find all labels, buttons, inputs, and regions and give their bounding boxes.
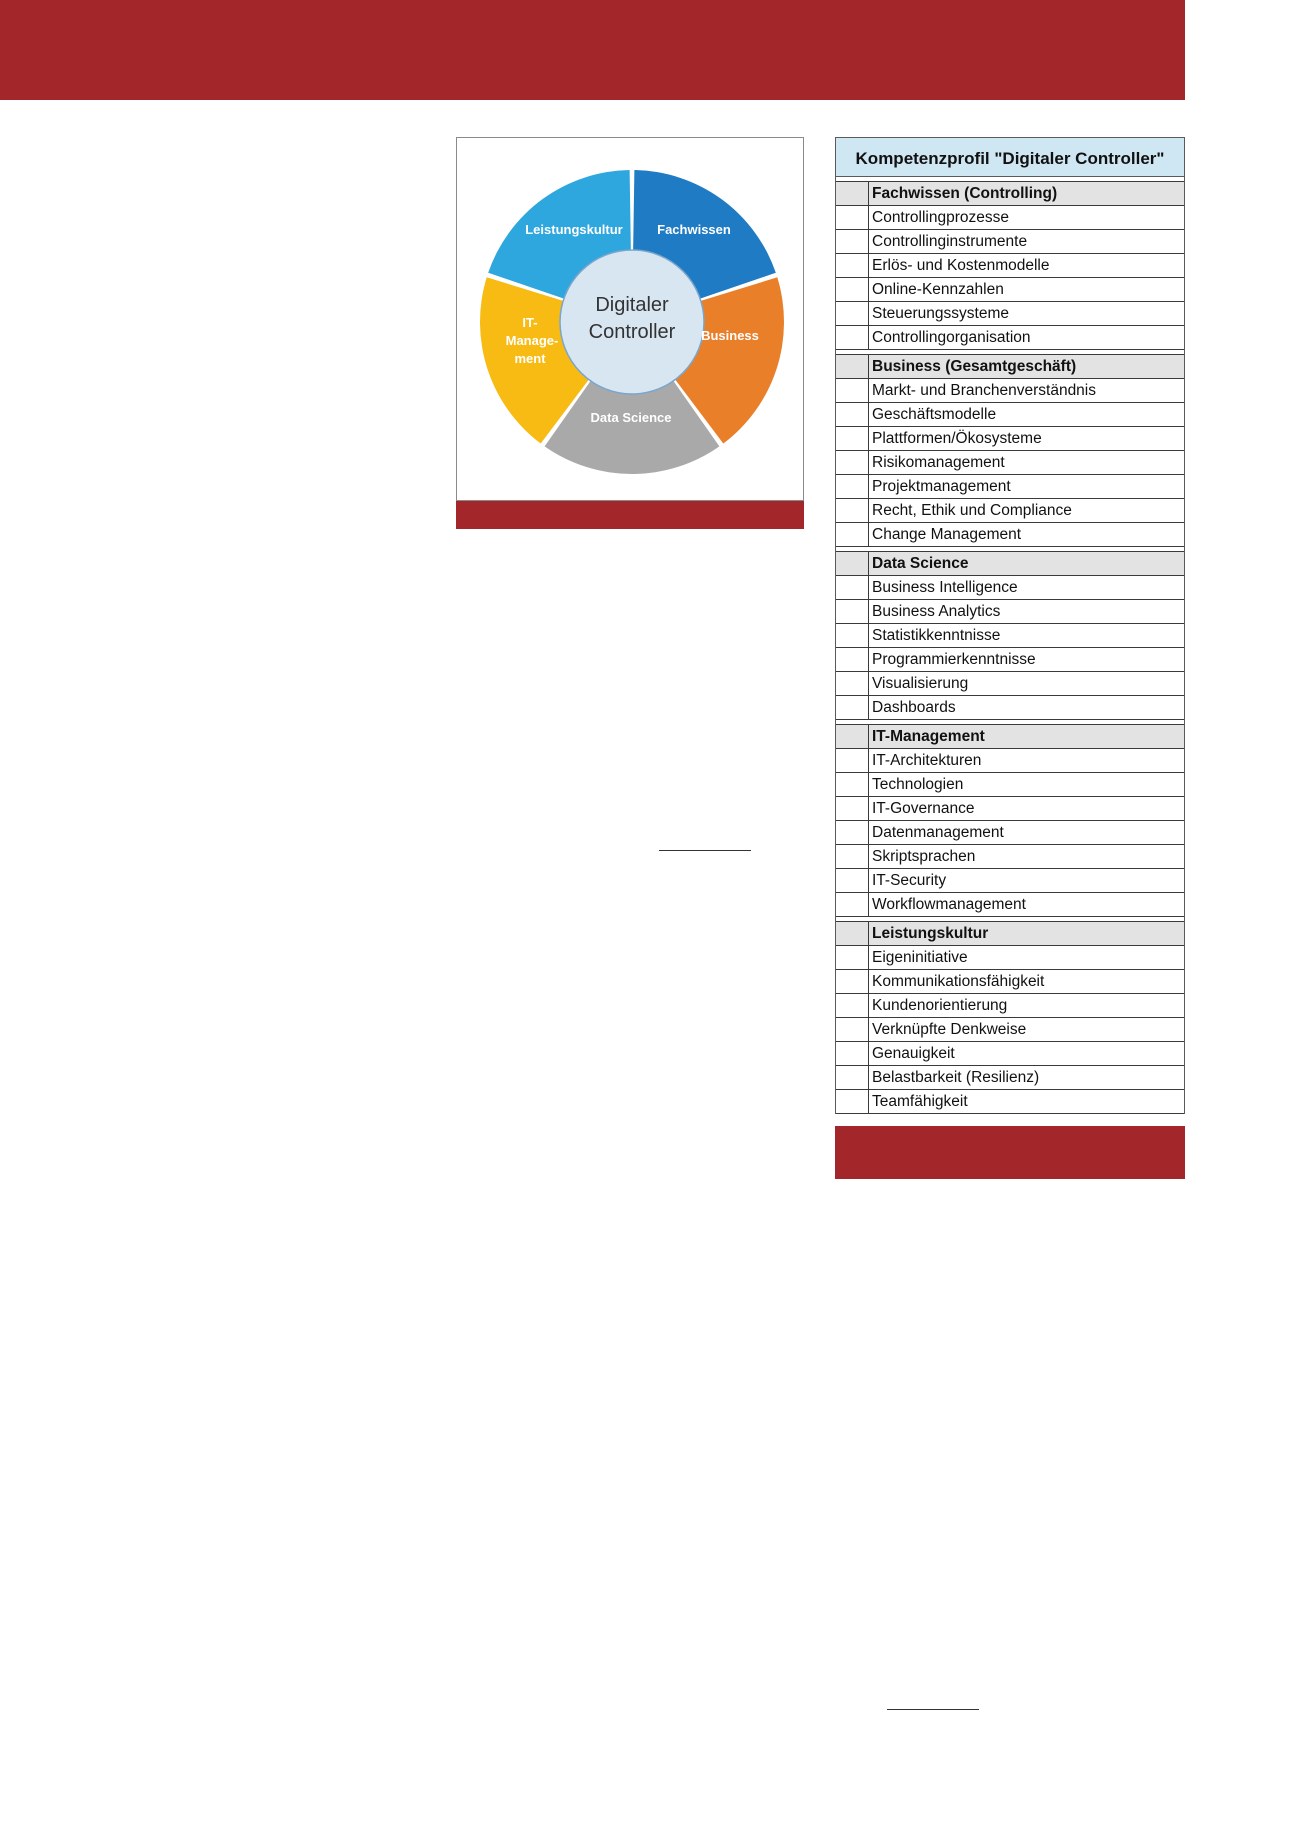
row-marker-cell bbox=[836, 499, 869, 522]
competency-label: Visualisierung bbox=[872, 675, 969, 692]
row-marker-cell bbox=[836, 970, 869, 993]
row-marker-cell bbox=[836, 672, 869, 695]
row-marker-cell bbox=[836, 1042, 869, 1065]
footnote-rule bbox=[887, 1709, 979, 1710]
row-marker-cell bbox=[836, 254, 869, 277]
competency-profile-table bbox=[835, 137, 1185, 1114]
competency-label: Change Management bbox=[872, 526, 1022, 543]
row-marker-cell bbox=[836, 797, 869, 820]
competency-label: IT-Architekturen bbox=[872, 752, 982, 769]
row-marker-cell bbox=[836, 379, 869, 402]
competency-row bbox=[836, 970, 1184, 994]
row-marker-cell bbox=[836, 403, 869, 426]
wheel-center-label-line1: Digitaler bbox=[595, 294, 669, 316]
competency-row bbox=[836, 773, 1184, 797]
competency-row bbox=[836, 696, 1184, 720]
row-marker-cell bbox=[836, 1066, 869, 1089]
group-header-label: Fachwissen (Controlling) bbox=[872, 185, 1058, 202]
competency-row bbox=[836, 648, 1184, 672]
competency-row bbox=[836, 869, 1184, 893]
competency-row bbox=[836, 427, 1184, 451]
row-marker-cell bbox=[836, 773, 869, 796]
group-header-row bbox=[836, 182, 1184, 206]
competency-row bbox=[836, 946, 1184, 970]
competency-label: IT-Governance bbox=[872, 800, 975, 817]
profile-table-title: Kompetenzprofil "Digitaler Controller" bbox=[836, 137, 1184, 177]
competency-label: Skriptsprachen bbox=[872, 848, 976, 865]
row-marker-cell bbox=[836, 278, 869, 301]
wheel-label-fachwissen: Fachwissen bbox=[657, 222, 731, 237]
row-marker-cell bbox=[836, 427, 869, 450]
competency-row bbox=[836, 475, 1184, 499]
row-marker-cell bbox=[836, 869, 869, 892]
competency-row bbox=[836, 845, 1184, 869]
competency-label: Kommunikationsfähigkeit bbox=[872, 973, 1045, 990]
wheel-label-it-line2: Manage- bbox=[505, 333, 559, 348]
competency-row bbox=[836, 302, 1184, 326]
competency-row bbox=[836, 994, 1184, 1018]
row-marker-cell bbox=[836, 451, 869, 474]
figure-footer-band bbox=[456, 501, 804, 529]
competency-label: Business Intelligence bbox=[872, 579, 1018, 596]
row-marker-cell bbox=[836, 182, 869, 205]
competency-label: Programmierkenntnisse bbox=[872, 651, 1036, 668]
competency-row bbox=[836, 624, 1184, 648]
competency-label: Statistikkenntnisse bbox=[872, 627, 1001, 644]
row-marker-cell bbox=[836, 749, 869, 772]
competency-row bbox=[836, 1018, 1184, 1042]
wheel-label-it-line1: IT- bbox=[522, 315, 538, 330]
footnote-rule bbox=[659, 850, 751, 851]
row-marker-cell bbox=[836, 893, 869, 916]
competency-label: Online-Kennzahlen bbox=[872, 281, 1004, 298]
competency-label: Eigeninitiative bbox=[872, 949, 968, 966]
wheel-label-leistungskultur: Leistungskultur bbox=[525, 222, 623, 237]
group-header-row bbox=[836, 725, 1184, 749]
competency-row bbox=[836, 1042, 1184, 1066]
group-header-label: Leistungskultur bbox=[872, 925, 989, 942]
row-marker-cell bbox=[836, 1018, 869, 1041]
competency-label: Controllinginstrumente bbox=[872, 233, 1028, 250]
competency-row bbox=[836, 749, 1184, 773]
competency-label: Geschäftsmodelle bbox=[872, 406, 997, 423]
competency-label: Risikomanagement bbox=[872, 454, 1005, 471]
competency-row bbox=[836, 893, 1184, 917]
competency-row bbox=[836, 379, 1184, 403]
competency-label: Projektmanagement bbox=[872, 478, 1011, 495]
competency-label: IT-Security bbox=[872, 872, 947, 889]
competency-row bbox=[836, 254, 1184, 278]
row-marker-cell bbox=[836, 326, 869, 349]
competency-row bbox=[836, 206, 1184, 230]
row-marker-cell bbox=[836, 230, 869, 253]
competency-label: Dashboards bbox=[872, 699, 956, 716]
competency-row bbox=[836, 672, 1184, 696]
table-footer-band bbox=[835, 1126, 1185, 1179]
row-marker-cell bbox=[836, 922, 869, 945]
row-marker-cell bbox=[836, 1090, 869, 1113]
competency-label: Teamfähigkeit bbox=[872, 1093, 968, 1110]
row-marker-cell bbox=[836, 600, 869, 623]
row-marker-cell bbox=[836, 648, 869, 671]
row-marker-cell bbox=[836, 624, 869, 647]
competency-wheel bbox=[457, 138, 803, 500]
row-marker-cell bbox=[836, 302, 869, 325]
wheel-label-it-line3: ment bbox=[514, 351, 546, 366]
competency-row bbox=[836, 821, 1184, 845]
row-marker-cell bbox=[836, 696, 869, 719]
wheel-center-label-line2: Controller bbox=[588, 321, 676, 343]
header-band bbox=[0, 0, 1185, 100]
competency-row bbox=[836, 576, 1184, 600]
competency-row bbox=[836, 600, 1184, 624]
row-marker-cell bbox=[836, 946, 869, 969]
row-marker-cell bbox=[836, 523, 869, 546]
competency-label: Verknüpfte Denkweise bbox=[872, 1021, 1027, 1038]
group-header-label: Business (Gesamtgeschäft) bbox=[872, 358, 1077, 375]
wheel-label-business: Business bbox=[701, 328, 759, 343]
competency-row bbox=[836, 499, 1184, 523]
competency-label: Technologien bbox=[872, 776, 964, 793]
row-marker-cell bbox=[836, 206, 869, 229]
row-marker-cell bbox=[836, 821, 869, 844]
competency-row bbox=[836, 230, 1184, 254]
row-marker-cell bbox=[836, 576, 869, 599]
row-marker-cell bbox=[836, 552, 869, 575]
competency-label: Controllingprozesse bbox=[872, 209, 1009, 226]
competency-wheel-figure bbox=[456, 137, 804, 501]
competency-row bbox=[836, 1066, 1184, 1090]
competency-label: Datenmanagement bbox=[872, 824, 1004, 841]
profile-groups bbox=[836, 177, 1184, 1114]
competency-row bbox=[836, 451, 1184, 475]
competency-row bbox=[836, 523, 1184, 547]
competency-label: Genauigkeit bbox=[872, 1045, 955, 1062]
competency-row bbox=[836, 403, 1184, 427]
competency-label: Controllingorganisation bbox=[872, 329, 1031, 346]
competency-label: Belastbarkeit (Resilienz) bbox=[872, 1069, 1040, 1086]
group-header-label: Data Science bbox=[872, 555, 969, 572]
wheel-label-data-science: Data Science bbox=[590, 410, 672, 425]
row-marker-cell bbox=[836, 845, 869, 868]
competency-label: Markt- und Branchenverständnis bbox=[872, 382, 1097, 399]
group-header-row bbox=[836, 552, 1184, 576]
competency-label: Workflowmanagement bbox=[872, 896, 1026, 913]
row-marker-cell bbox=[836, 475, 869, 498]
competency-label: Steuerungssysteme bbox=[872, 305, 1009, 322]
competency-row bbox=[836, 278, 1184, 302]
row-marker-cell bbox=[836, 994, 869, 1017]
competency-row bbox=[836, 797, 1184, 821]
row-marker-cell bbox=[836, 355, 869, 378]
group-header-row bbox=[836, 922, 1184, 946]
row-marker-cell bbox=[836, 725, 869, 748]
competency-label: Recht, Ethik und Compliance bbox=[872, 502, 1072, 519]
group-header-label: IT-Management bbox=[872, 728, 985, 745]
competency-row bbox=[836, 1090, 1184, 1114]
competency-label: Business Analytics bbox=[872, 603, 1001, 620]
competency-label: Plattformen/Ökosysteme bbox=[872, 430, 1042, 447]
group-header-row bbox=[836, 355, 1184, 379]
competency-label: Kundenorientierung bbox=[872, 997, 1008, 1014]
competency-label: Erlös- und Kostenmodelle bbox=[872, 257, 1050, 274]
competency-row bbox=[836, 326, 1184, 350]
